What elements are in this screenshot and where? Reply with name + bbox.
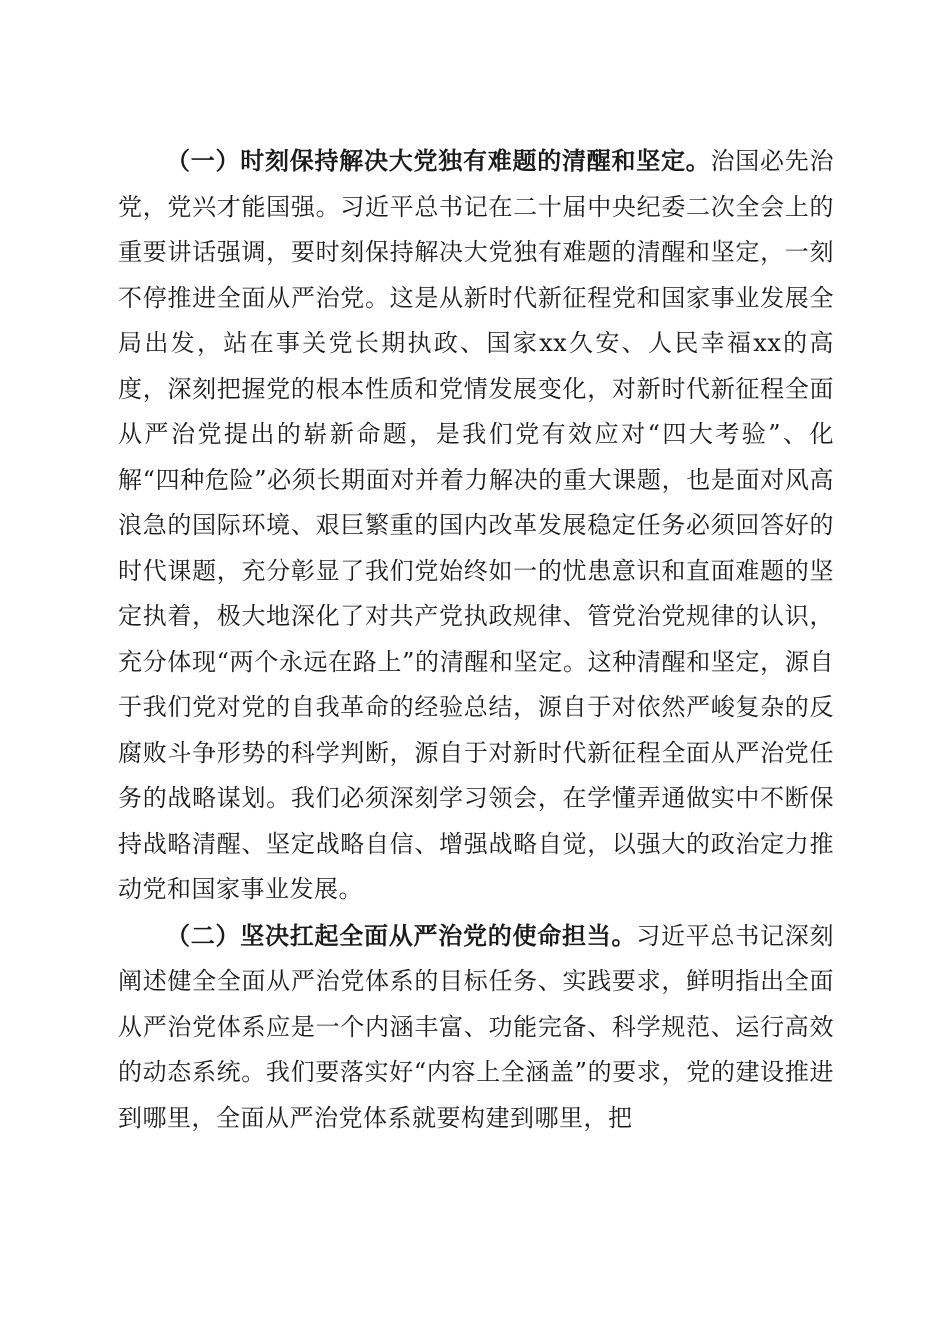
paragraph-1 (118, 138, 834, 913)
document-body (118, 138, 834, 1141)
paragraph-2 (118, 913, 834, 1142)
paragraph-1-text: 治国必先治党，党兴才能国强。习近平总书记在二十届中央纪委二次全会上的重要讲话强调，要时刻保持解决大党独有难题的清醒和坚定，一刻不停推进全面从严治党。这是从新时代新征程党和国家事业发展全局出发，站在事关党长期执政、国家xx久安、人民幸福xx的高度，深刻把握党的根本性质和党情发展变化，对新时代新征程全面从严治党提出的崭新命题，是我们党有效应对“四大考验”、化解“四种危险”必须长期面对并着力解决的重大课题，也是面对风高浪急的国际环境、艰巨繁重的国内改革发展稳定任务必须回答好的时代课题，充分彰显了我们党始终如一的忧患意识和直面难题的坚定执着，极大地深化了对共产党执政规律、管党治党规律的认识，充分体现“两个永远在路上”的清醒和坚定。这种清醒和坚定，源自于我们党对党的自我革命的经验总结，源自于对依然严峻复杂的反腐败斗争形势的科学判断，源自于对新时代新征程全面从严治党任务的战略谋划。我们必须深刻学习领会，在学懂弄通做实中不断保持战略清醒、坚定战略自信、增强战略自觉，以强大的政治定力推动党和国家事业发展。 (118, 147, 834, 903)
paragraph-2-text: 习近平总书记深刻阐述健全全面从严治党体系的目标任务、实践要求，鲜明指出全面从严治党体系应是一个内涵丰富、功能完备、科学规范、运行高效的动态系统。我们要落实好“内容上全涵盖”的要求，党的建设推进到哪里，全面从严治党体系就要构建到哪里，把 (118, 921, 834, 1132)
section-heading-1: （一）时刻保持解决大党独有难题的清醒和坚定。 (166, 146, 711, 175)
section-heading-2: （二）坚决扛起全面从严治党的使命担当。 (166, 920, 637, 950)
